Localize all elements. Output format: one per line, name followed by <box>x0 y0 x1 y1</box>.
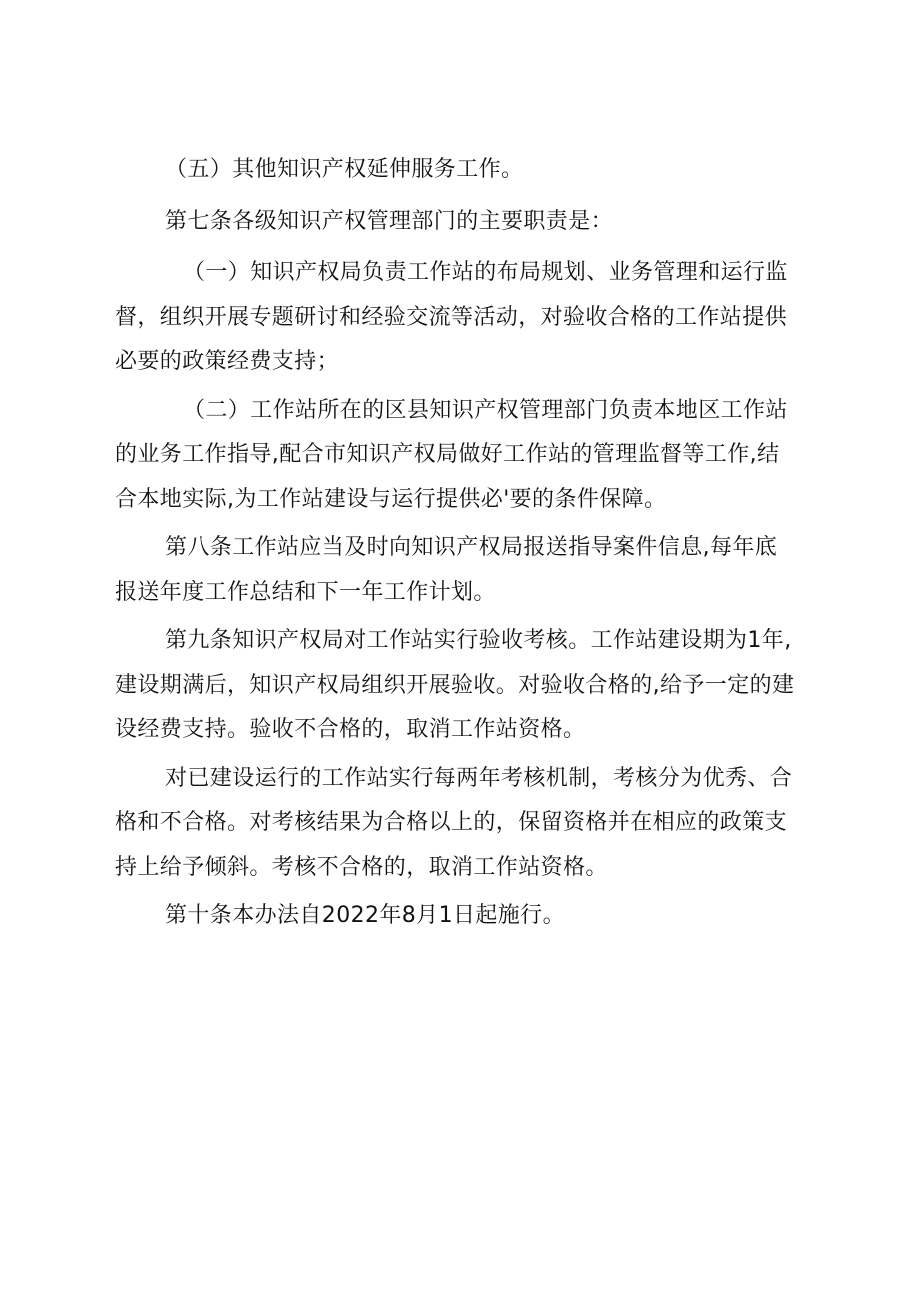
paragraph-line: 第七条各级知识产权管理部门的主要职责是： <box>165 208 614 234</box>
paragraph-5-other-services <box>115 148 810 193</box>
paragraph-article-10 <box>115 894 810 939</box>
paragraph-line: 设经费支持。验收不合格的，取消工作站资格。 <box>115 717 586 742</box>
paragraph-line: （一）知识产权局负责工作站的布局规划、业务管理和运行监 <box>183 260 788 285</box>
paragraph-line: 报送年度工作总结和下一年工作计划。 <box>115 579 496 605</box>
paragraph-article-9 <box>115 619 810 753</box>
paragraph-assessment <box>115 757 810 891</box>
paragraph-line: （二）工作站所在的区县知识产权管理部门负责本地区工作站 <box>183 397 788 423</box>
paragraph-line: 合本地实际,为工作站建设与运行提供必'要的条件保障。 <box>115 486 667 512</box>
paragraph-line: 督，组织开展专题研讨和经验交流等活动，对验收合格的工作站提供 <box>115 304 788 330</box>
paragraph-line: 第八条工作站应当及时向知识产权局报送指导案件信息,每年底 <box>165 535 778 560</box>
paragraph-line: 格和不合格。对考核结果为合格以上的，保留资格并在相应的政策支 <box>115 810 788 835</box>
paragraph-article-8 <box>115 526 810 615</box>
paragraph-line: 的业务工作指导,配合市知识产权局做好工作站的管理监督等工作,结 <box>115 442 780 467</box>
paragraph-article-7 <box>115 200 810 245</box>
paragraph-item-1 <box>115 251 810 385</box>
paragraph-line: （五）其他知识产权延伸服务工作。 <box>165 157 524 182</box>
paragraph-line: 第九条知识产权局对工作站实行验收考核。工作站建设期为1年, <box>165 628 792 653</box>
paragraph-line: 持上给予倾斜。考核不合格的，取消工作站资格。 <box>115 854 608 880</box>
paragraph-line: 建设期满后，知识产权局组织开展验收。对验收合格的,给予一定的建 <box>115 672 795 698</box>
paragraph-item-2 <box>115 389 810 523</box>
paragraph-line: 对已建设运行的工作站实行每两年考核机制，考核分为优秀、合 <box>165 765 793 791</box>
document-body <box>115 148 810 939</box>
paragraph-line: 必要的政策经费支持； <box>115 349 340 374</box>
paragraph-line: 第十条本办法自2022年8月1日起施行。 <box>165 903 565 928</box>
